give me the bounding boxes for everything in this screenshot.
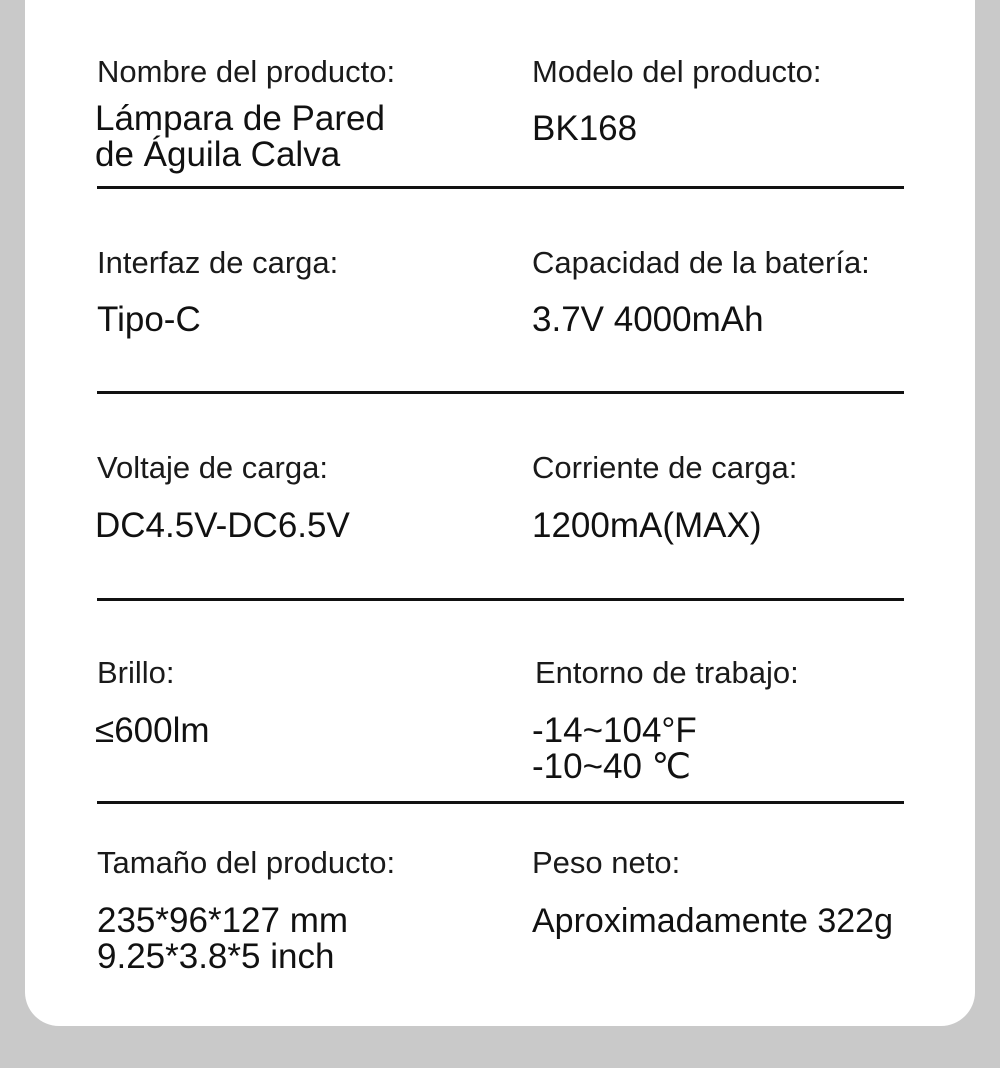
spec-value-product-size-line2: 9.25*3.8*5 inch bbox=[97, 937, 335, 976]
spec-label-charging-interface: Interfaz de carga: bbox=[97, 245, 339, 280]
spec-value-working-environment-line1: -14~104°F bbox=[532, 711, 697, 750]
spec-label-charging-current: Corriente de carga: bbox=[532, 450, 798, 485]
spec-label-battery-capacity: Capacidad de la batería: bbox=[532, 245, 870, 280]
spec-label-brightness: Brillo: bbox=[97, 655, 175, 690]
divider bbox=[97, 801, 904, 804]
spec-value-product-name-line1: Lámpara de Pared bbox=[95, 99, 385, 138]
spec-value-charging-interface: Tipo-C bbox=[97, 300, 201, 339]
spec-value-charging-current: 1200mA(MAX) bbox=[532, 506, 762, 545]
spec-label-product-size: Tamaño del producto: bbox=[97, 845, 396, 880]
spec-value-product-name-line2: de Águila Calva bbox=[95, 135, 341, 174]
spec-value-model: BK168 bbox=[532, 109, 638, 148]
divider bbox=[97, 186, 904, 189]
spec-value-battery-capacity: 3.7V 4000mAh bbox=[532, 300, 764, 339]
spec-label-working-environment: Entorno de trabajo: bbox=[535, 655, 799, 690]
divider bbox=[97, 391, 904, 394]
divider bbox=[97, 598, 904, 601]
spec-value-charging-voltage: DC4.5V-DC6.5V bbox=[95, 506, 350, 545]
spec-label-model: Modelo del producto: bbox=[532, 54, 822, 89]
spec-value-working-environment-line2: -10~40 ℃ bbox=[532, 747, 691, 786]
spec-value-net-weight: Aproximadamente 322g bbox=[532, 902, 894, 940]
spec-label-net-weight: Peso neto: bbox=[532, 845, 681, 880]
spec-label-product-name: Nombre del producto: bbox=[97, 54, 396, 89]
spec-value-product-size-line1: 235*96*127 mm bbox=[97, 901, 348, 940]
spec-label-charging-voltage: Voltaje de carga: bbox=[97, 450, 328, 485]
spec-value-brightness: ≤600lm bbox=[95, 711, 210, 750]
